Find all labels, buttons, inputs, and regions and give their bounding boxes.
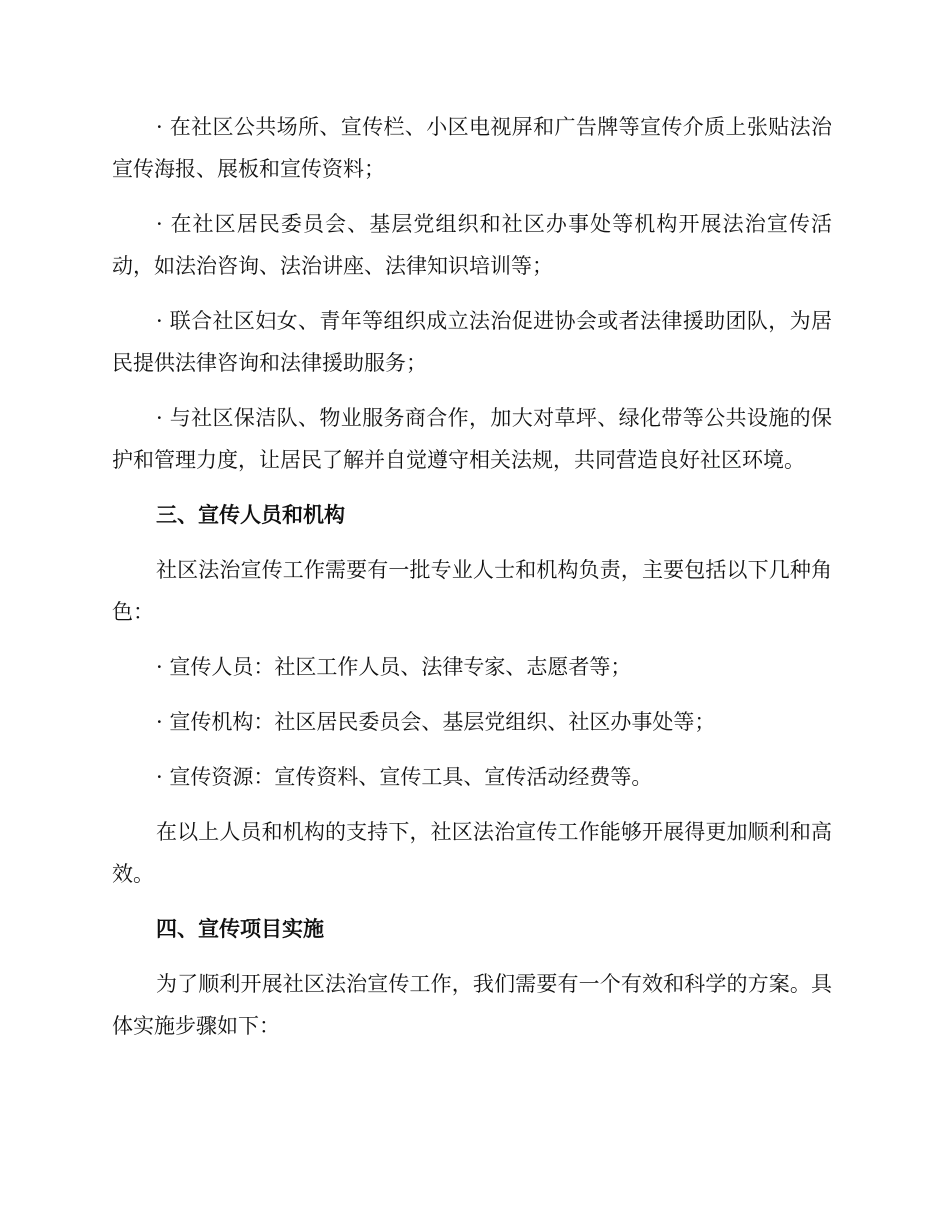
- bullet-paragraph: · 宣传人员：社区工作人员、法律专家、志愿者等；: [156, 655, 632, 679]
- bullet-paragraph: · 与社区保洁队、物业服务商合作，加大对草坪、绿化带等公共设施的保护和管理力度，让居民了解并自觉遵守相关法规，共同营造良好社区环境。: [112, 406, 832, 472]
- bullet-paragraph: · 联合社区妇女、青年等组织成立法治促进协会或者法律援助团队，为居民提供法律咨询和法律援助服务；: [112, 309, 832, 375]
- section-heading: 四、宣传项目实施: [156, 916, 324, 941]
- section-heading: 三、宣传人员和机构: [156, 502, 345, 527]
- section-intro: 为了顺利开展社区法治宣传工作，我们需要有一个有效和科学的方案。具体实施步骤如下：: [112, 972, 832, 1038]
- section-summary: 在以上人员和机构的支持下，社区法治宣传工作能够开展得更加顺利和高效。: [112, 820, 832, 886]
- document-body: [112, 106, 832, 1047]
- bullet-paragraph: · 宣传机构：社区居民委员会、基层党组织、社区办事处等；: [156, 710, 716, 734]
- bullet-paragraph: · 宣传资源：宣传资料、宣传工具、宣传活动经费等。: [156, 765, 653, 789]
- bullet-paragraph: · 在社区公共场所、宣传栏、小区电视屏和广告牌等宣传介质上张贴法治宣传海报、展板和宣传资料；: [112, 115, 832, 181]
- bullet-paragraph: · 在社区居民委员会、基层党组织和社区办事处等机构开展法治宣传活动，如法治咨询、法治讲座、法律知识培训等；: [112, 212, 832, 278]
- section-intro: 社区法治宣传工作需要有一批专业人士和机构负责，主要包括以下几种角色：: [112, 558, 832, 624]
